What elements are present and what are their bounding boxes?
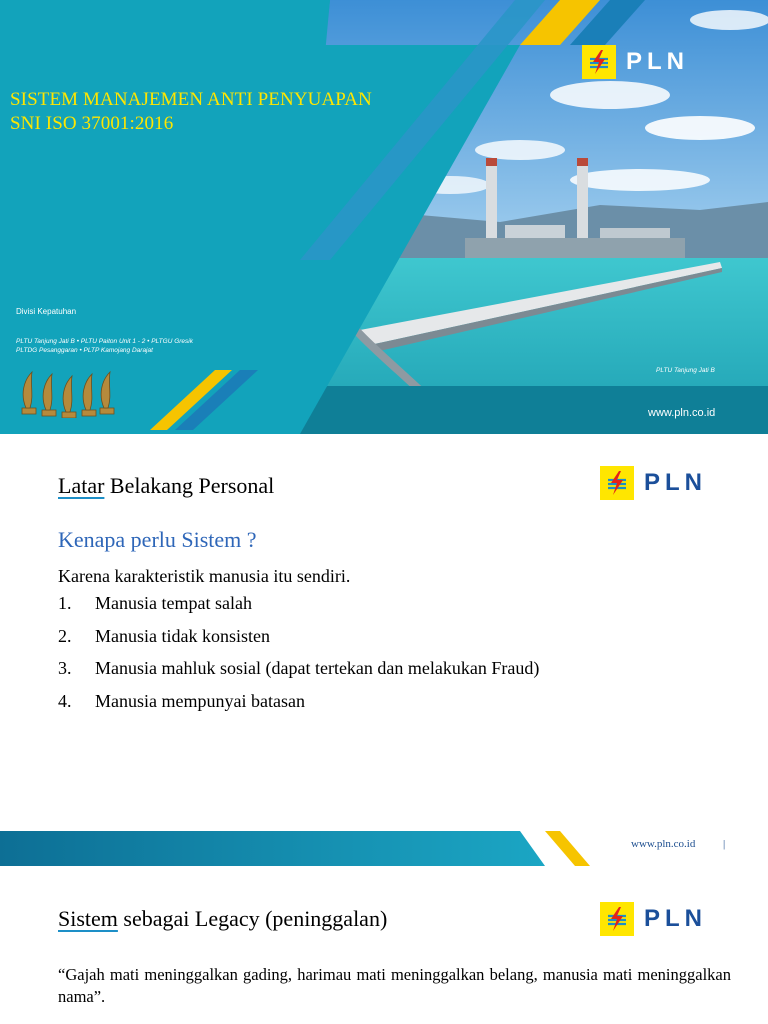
list-item	[58, 620, 539, 653]
plant-list-line-2: PLTDG Pesanggaran • PLTP Kamojang Darajat	[16, 347, 153, 354]
heading-rest: Belakang Personal	[104, 473, 275, 498]
heading-underlined-word: Sistem	[58, 906, 118, 931]
pln-logo-text: PLN	[644, 905, 707, 932]
content-slide-personal	[0, 440, 768, 866]
footer-url[interactable]: www.pln.co.id	[631, 838, 696, 850]
list-item-text: Manusia tempat salah	[95, 593, 252, 613]
pln-logo-text: PLN	[626, 48, 689, 75]
list-item	[58, 652, 539, 685]
heading-underlined-word: Latar	[58, 473, 105, 498]
title-slide	[0, 0, 768, 434]
list-item-number: 3.	[58, 658, 72, 678]
pln-logo-text: PLN	[644, 469, 707, 496]
title-line-1: SISTEM MANAJEMEN ANTI PENYUAPAN	[10, 89, 372, 110]
plant-list	[16, 337, 276, 355]
heading-rest: sebagai Legacy (peninggalan)	[117, 906, 388, 931]
quote-text: “Gajah mati meninggalkan gading, harimau mati meninggalkan belang, manusia mati meninggalkan nama”.	[58, 965, 731, 1006]
subheading: Kenapa perlu Sistem ?	[58, 527, 257, 552]
pln-lightning-icon	[600, 902, 634, 936]
title-line-2: SNI ISO 37001:2016	[10, 113, 174, 134]
intro-text: Karena karakteristik manusia itu sendiri.	[58, 566, 351, 586]
list-item	[58, 587, 539, 620]
list-item	[58, 685, 539, 718]
list-item-number: 2.	[58, 625, 72, 646]
slide-heading	[58, 473, 274, 499]
pln-lightning-icon	[600, 466, 634, 500]
reasons-list	[58, 587, 539, 717]
pln-logo	[582, 45, 689, 79]
list-item-text: Manusia mahluk sosial (dapat tertekan dan melakukan Fraud)	[95, 658, 540, 678]
list-item-text: Manusia mempunyai batasan	[95, 690, 305, 711]
content-slide-legacy	[0, 876, 768, 1024]
list-item-text: Manusia tidak konsisten	[95, 625, 270, 646]
plant-list-line-1: PLTU Tanjung Jati B • PLTU Paiton Unit 1 - 2 • PLTGU Gresik	[16, 338, 193, 345]
presentation-title	[10, 88, 372, 136]
footer-separator: |	[723, 838, 726, 850]
slide-heading	[58, 906, 387, 932]
pln-lightning-icon	[582, 45, 616, 79]
trophies-image	[16, 366, 120, 418]
website-url[interactable]: www.pln.co.id	[648, 407, 716, 419]
list-item-number: 4.	[58, 690, 72, 711]
pln-logo	[600, 466, 707, 500]
photo-caption: PLTU Tanjung Jati B	[656, 367, 715, 374]
pln-logo	[600, 902, 707, 936]
list-item-number: 1.	[58, 593, 72, 613]
division-label: Divisi Kepatuhan	[16, 307, 77, 316]
